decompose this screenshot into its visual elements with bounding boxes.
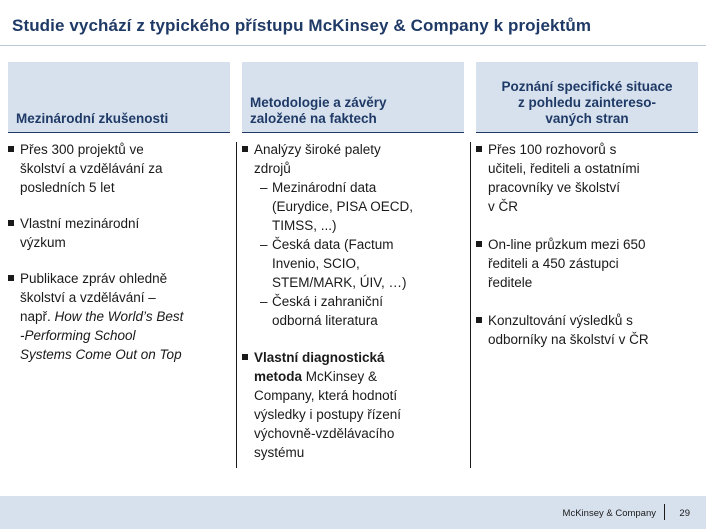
bullet-item: Vlastní mezinárodní výzkum bbox=[8, 214, 230, 252]
publication-title: How the World’s Best bbox=[54, 309, 184, 324]
column-header-text: vaných stran bbox=[545, 111, 629, 126]
column-header-text: Poznání specifické situace bbox=[501, 79, 673, 94]
page-title: Studie vychází z typického přístupu McKinsey & Company k projektům bbox=[12, 16, 592, 35]
bullet-square-icon bbox=[8, 275, 14, 281]
bullet-item: Konzultování výsledků s odborníky na školství v ČR bbox=[476, 311, 698, 349]
title-divider bbox=[0, 45, 706, 46]
column-methodology bbox=[242, 62, 464, 480]
footer-bar bbox=[0, 496, 706, 529]
bullet-square-icon bbox=[476, 241, 482, 247]
column-header bbox=[242, 62, 464, 132]
bullet-square-icon bbox=[476, 146, 482, 152]
bullet-item: Přes 300 projektů ve školství a vzdělávání za posledních 5 let bbox=[8, 140, 230, 197]
bullet-item: Vlastní diagnostická metoda McKinsey & Company, která hodnotí výsledky i postupy řízení výchovně-vzdělávacího systému bbox=[242, 348, 464, 462]
footer-brand: McKinsey & Company bbox=[562, 508, 656, 519]
bullet-item: On-line průzkum mezi 650 řediteli a 450 zástupci ředitele bbox=[476, 235, 698, 292]
sub-bullet-item: – Česká i zahraniční odborná literatura bbox=[260, 294, 384, 328]
column-header-text: z pohledu zaintereso- bbox=[517, 95, 656, 110]
mixed-line: např. How the World’s Best bbox=[20, 309, 184, 324]
bullet-item: Publikace zpráv ohledně školství a vzdělávání – např. How the World’s Best -Performing School Systems Come Out on Top bbox=[8, 269, 230, 364]
bullet-square-icon bbox=[8, 220, 14, 226]
bullet-square-icon bbox=[242, 354, 248, 360]
bullet-square-icon bbox=[476, 317, 482, 323]
sub-bullet-item: – Česká data (Factum Invenio, SCIO, STEM/MARK, ÚIV, …) bbox=[260, 237, 407, 290]
bullet-square-icon bbox=[242, 146, 248, 152]
footer-divider bbox=[664, 504, 665, 520]
bullet-item: Analýzy široké palety zdrojů – Mezinárodní data (Eurydice, PISA OECD, TIMSS, ...) – Česká data (Factum Invenio, SCIO, STEM/MARK, ÚIV, …) – Česká i zahraniční odborná literatura bbox=[242, 140, 464, 330]
sub-bullet-item: – Mezinárodní data (Eurydice, PISA OECD, TIMSS, ...) bbox=[260, 180, 414, 233]
column-header-text: Mezinárodní zkušenosti bbox=[16, 111, 169, 126]
column-header bbox=[8, 62, 230, 132]
column-divider bbox=[236, 142, 237, 468]
column-header-text: založené na faktech bbox=[250, 111, 377, 126]
column-header-text: Metodologie a závěry bbox=[250, 95, 387, 110]
column-divider bbox=[470, 142, 471, 468]
bullet-square-icon bbox=[8, 146, 14, 152]
column-header bbox=[476, 62, 698, 132]
bullet-item: Přes 100 rozhovorů s učiteli, řediteli a ostatními pracovníky ve školství v ČR bbox=[476, 140, 698, 216]
column-international-experience bbox=[8, 62, 230, 381]
page-number: 29 bbox=[679, 508, 690, 519]
column-stakeholder-insight bbox=[476, 62, 698, 366]
